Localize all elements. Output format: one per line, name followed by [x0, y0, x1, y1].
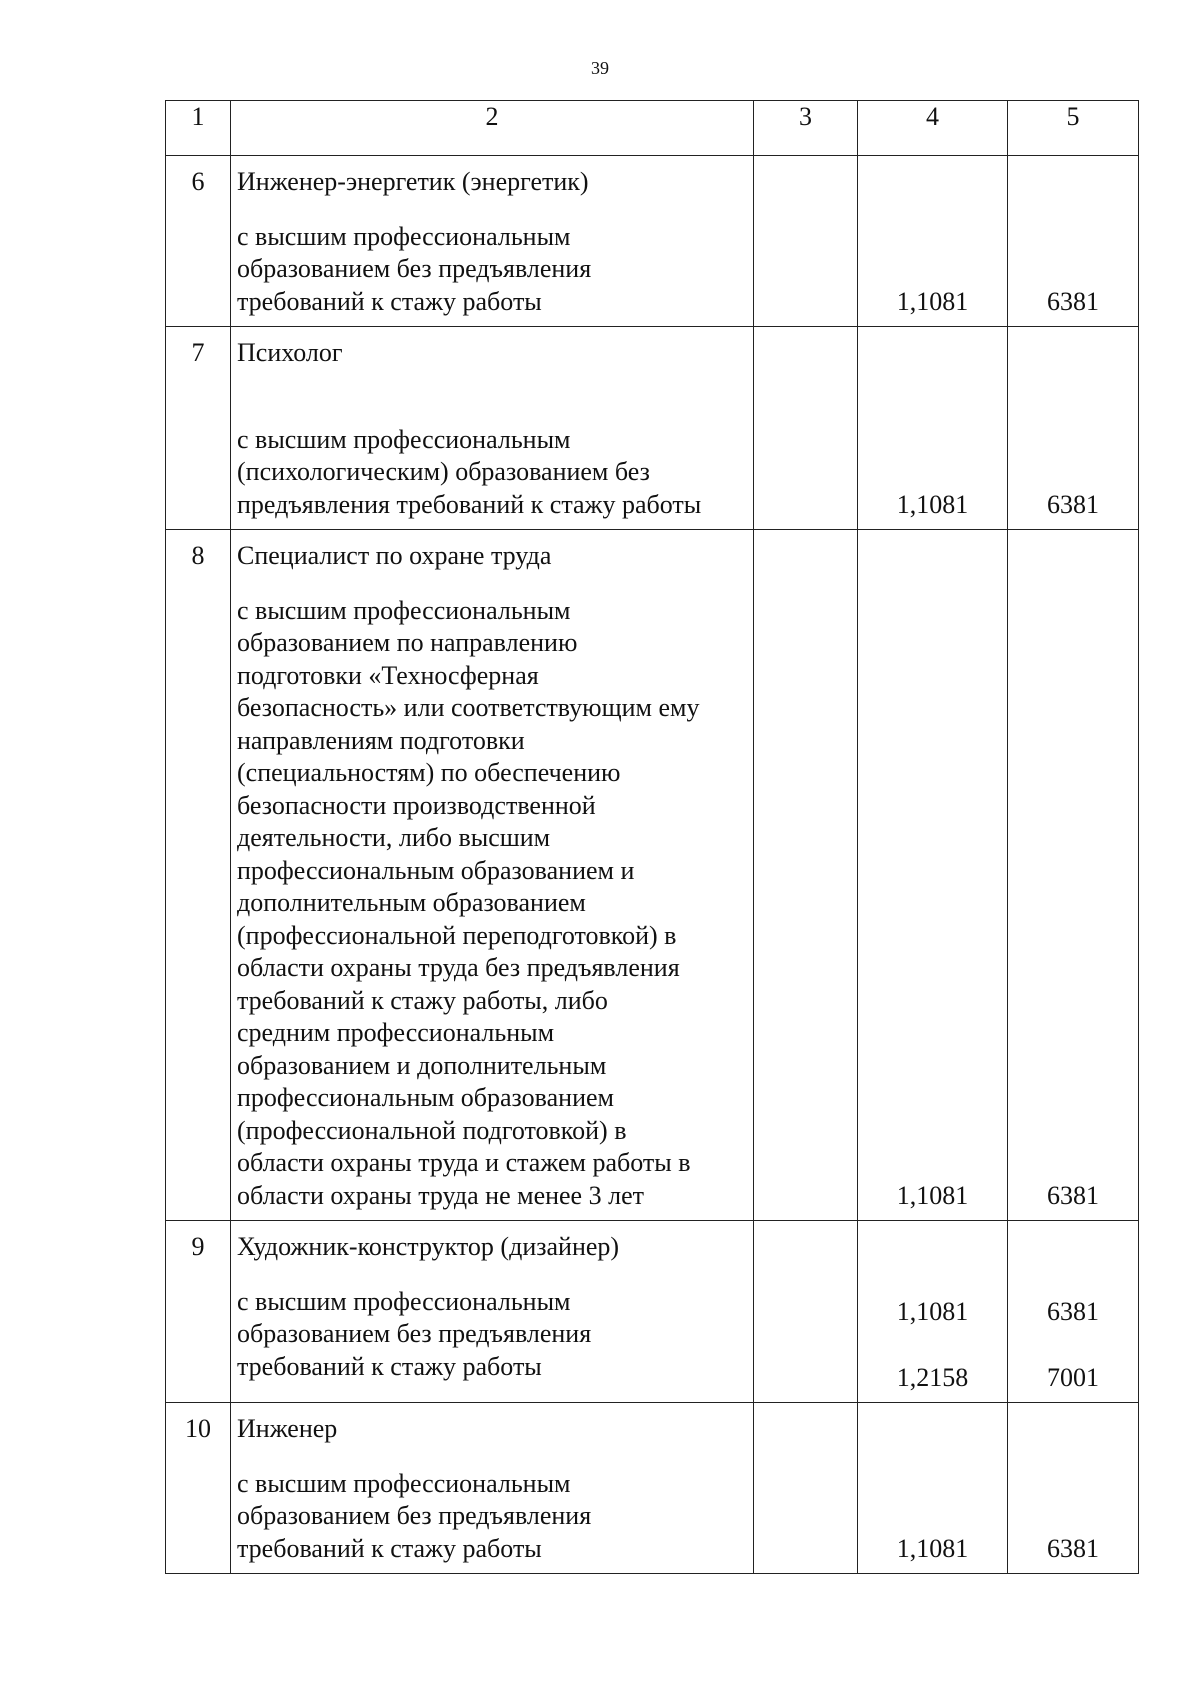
- coefficient-value: 1,1081: [896, 1533, 969, 1563]
- page-number: 39: [591, 58, 609, 78]
- row-number: 8: [166, 530, 231, 1221]
- coefficient-cell: [858, 1403, 1008, 1574]
- coefficient-value: 1,1081: [896, 489, 969, 519]
- row-number: 6: [166, 156, 231, 327]
- header-cell: 3: [754, 101, 858, 156]
- position-title: Инженер-энергетик (энергетик): [237, 167, 589, 196]
- salary-cell: [1008, 327, 1139, 530]
- col3-cell: [754, 1221, 858, 1403]
- table-row: [166, 156, 1139, 327]
- coefficient-cell: [858, 530, 1008, 1221]
- salary-value: 6381: [1047, 489, 1099, 519]
- table-row: [166, 1403, 1139, 1574]
- coefficient-value: 1,1081: [896, 286, 969, 316]
- header-cell: 5: [1008, 101, 1139, 156]
- position-description: [231, 156, 754, 327]
- col3-cell: [754, 1403, 858, 1574]
- salary-value: 6381: [1047, 1180, 1099, 1210]
- salary-cell: [1008, 1221, 1139, 1403]
- salary-value: 6381: [1047, 1533, 1099, 1563]
- coefficient-cell: [858, 327, 1008, 530]
- row-number: 10: [166, 1403, 231, 1574]
- salary-cell: [1008, 1403, 1139, 1574]
- col3-cell: [754, 327, 858, 530]
- position-description: [231, 1403, 754, 1574]
- position-title: Художник-конструктор (дизайнер): [237, 1232, 620, 1261]
- row-number: 7: [166, 327, 231, 530]
- salary-cell: [1008, 156, 1139, 327]
- position-description: [231, 327, 754, 530]
- position-requirements: с высшим профессиональным образованием по направлению подготовки «Техносферная безопасность» или соответствующим ему направлениям подготовки (специальностям) по обеспечению безопасности производственной деятельности, либо высшим профессиональным образованием и дополнительным образованием (профессиональной переподготовкой) в области охраны труда без предъявления требований к стажу работы, либо средним профессиональным образованием и дополнительным профессиональным образованием (профессиональной подготовкой) в области охраны труда и стажем работы в области охраны труда не менее 3 лет: [237, 595, 700, 1210]
- table-row: [166, 327, 1139, 530]
- header-cell: 4: [858, 101, 1008, 156]
- position-title: Психолог: [237, 338, 343, 367]
- coefficient-value: 1,2158: [896, 1362, 969, 1392]
- col3-cell: [754, 156, 858, 327]
- table-row: [166, 530, 1139, 1221]
- position-title: Специалист по охране труда: [237, 541, 552, 570]
- rates-table: [165, 100, 1139, 1574]
- row-number: 9: [166, 1221, 231, 1403]
- position-title: Инженер: [237, 1414, 338, 1443]
- position-requirements: с высшим профессиональным (психологическим) образованием без предъявления требований к стажу работы: [237, 424, 702, 519]
- coefficient-cell: [858, 1221, 1008, 1403]
- coefficient-value: 1,1081: [896, 1297, 969, 1326]
- table-header-row: [166, 101, 1139, 156]
- header-cell: 2: [231, 101, 754, 156]
- salary-value: 6381: [1047, 1297, 1099, 1326]
- position-requirements: с высшим профессиональным образованием без предъявления требований к стажу работы: [237, 1286, 592, 1381]
- salary-value: 6381: [1047, 286, 1099, 316]
- position-requirements: с высшим профессиональным образованием без предъявления требований к стажу работы: [237, 1468, 592, 1563]
- position-requirements: с высшим профессиональным образованием без предъявления требований к стажу работы: [237, 221, 592, 316]
- coefficient-value: 1,1081: [896, 1180, 969, 1210]
- position-description: [231, 530, 754, 1221]
- position-description: [231, 1221, 754, 1403]
- header-cell: 1: [166, 101, 231, 156]
- table-row: [166, 1221, 1139, 1403]
- coefficient-cell: [858, 156, 1008, 327]
- col3-cell: [754, 530, 858, 1221]
- salary-value: 7001: [1047, 1362, 1099, 1392]
- salary-cell: [1008, 530, 1139, 1221]
